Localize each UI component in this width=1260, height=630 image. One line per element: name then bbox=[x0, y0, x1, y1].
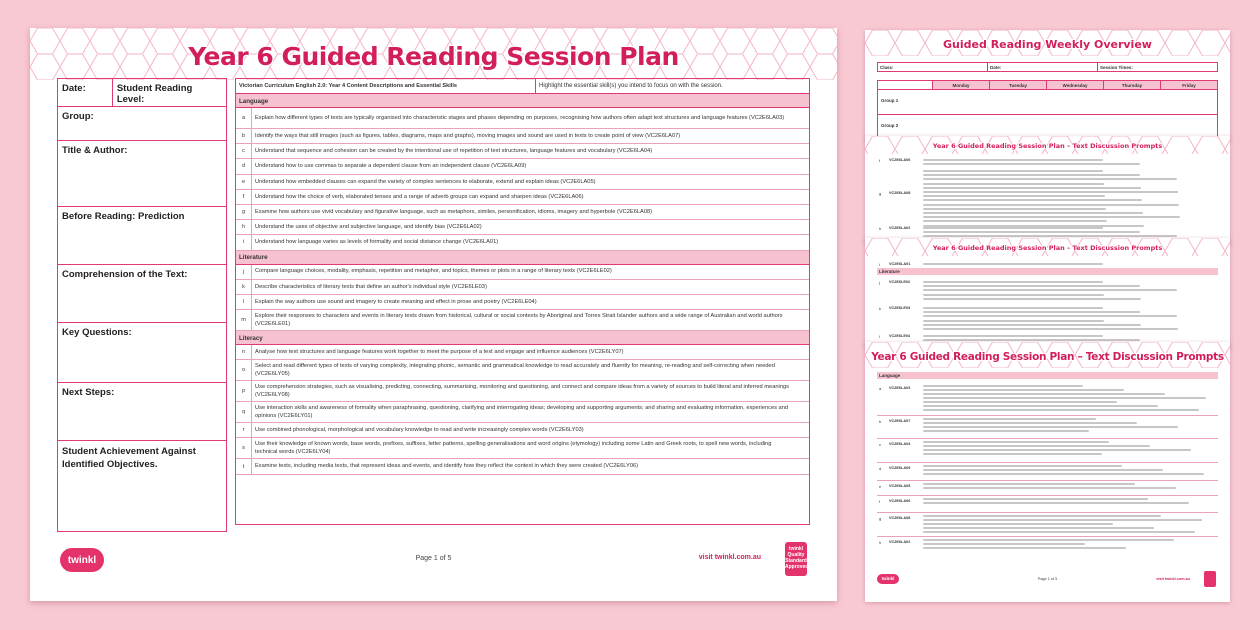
row-letter: a bbox=[879, 386, 882, 391]
row-divider bbox=[877, 415, 1218, 416]
prompt-line bbox=[923, 307, 1103, 309]
group-2-row: Group 2 bbox=[881, 123, 899, 128]
website-link[interactable]: visit twinkl.com.au bbox=[698, 554, 761, 561]
prompt-line bbox=[923, 393, 1165, 395]
prompt-line bbox=[923, 187, 1141, 189]
twinkl-logo: twinkl bbox=[60, 548, 104, 572]
row-code: VC2E6LE02 bbox=[889, 280, 911, 284]
skill-description: Analyse how text structures and language features work together to meet the purpose of a text and engage and influence audiences (VC2E6LY07) bbox=[255, 349, 624, 356]
session-details-column bbox=[57, 78, 227, 532]
prompt-line bbox=[923, 195, 1105, 197]
website-link[interactable]: visit twinkl.com.au bbox=[1156, 577, 1190, 581]
prompt-line bbox=[923, 409, 1199, 411]
row-letter: g bbox=[879, 191, 882, 196]
table-body bbox=[236, 94, 809, 475]
skill-row-p[interactable] bbox=[236, 381, 809, 402]
quality-badge-icon bbox=[1204, 571, 1216, 587]
prompt-line bbox=[923, 212, 1143, 214]
prompt-line bbox=[923, 335, 1103, 337]
prediction-field[interactable]: Before Reading: Prediction bbox=[58, 207, 226, 265]
skill-row-a[interactable] bbox=[236, 108, 809, 129]
prompt-line bbox=[923, 328, 1178, 330]
row-letter: g bbox=[879, 516, 882, 521]
prompt-line bbox=[923, 281, 1103, 283]
prompts-page-3 bbox=[865, 342, 1230, 602]
prompt-line bbox=[923, 389, 1124, 391]
row-letter: f bbox=[879, 158, 881, 163]
skill-description: Understand how the choice of verb, elaborated tenses and a range of adverb groups can expand and sharpen ideas (VC2E6LA06) bbox=[255, 193, 584, 200]
row-code: VC2E6LA02 bbox=[889, 540, 911, 544]
skill-description: Use combined phonological, morphological and vocabulary knowledge to read and write increasingly complex words (VC2E6LY03) bbox=[255, 427, 584, 434]
skill-description: Examine texts, including media texts, that represent ideas and events, and identify how they reflect the context in which they were created (VC2E6LY06) bbox=[255, 463, 639, 470]
section-header-literature: Literature bbox=[236, 251, 809, 265]
skill-description: Compare language choices, modality, emphasis, repetition and metaphor, and topics, themes or plots in a range of literary texts (VC2E6LE02) bbox=[255, 268, 612, 275]
skill-letter: a bbox=[236, 108, 252, 128]
row-divider bbox=[877, 480, 1218, 481]
prompt-line bbox=[923, 385, 1083, 387]
row-code: VC2E6LA09 bbox=[889, 466, 911, 470]
skill-description: Select and read different types of texts of varying complexity, integrating phonic, semantic and grammatical knowledge to read accurately and fluently for meaning, re-reading and self-correcting when needed (VC2E6LY05) bbox=[255, 362, 775, 378]
row-letter: e bbox=[879, 484, 882, 489]
page-title: Year 6 Guided Reading Session Plan bbox=[188, 42, 679, 71]
prompt-line bbox=[923, 220, 1107, 222]
skill-letter: g bbox=[236, 205, 252, 219]
days-row bbox=[878, 81, 1217, 90]
skill-row-c[interactable] bbox=[236, 144, 809, 159]
prompt-line bbox=[923, 547, 1126, 549]
quality-badge: twinkl Quality Standard Approved bbox=[785, 542, 807, 576]
prompt-line bbox=[923, 515, 1161, 517]
title-author-field[interactable]: Title & Author: bbox=[58, 141, 226, 207]
row-divider bbox=[877, 495, 1218, 496]
prompt-line bbox=[923, 208, 1106, 210]
page-number: Page 1 of 5 bbox=[415, 555, 452, 562]
prompt-line bbox=[923, 502, 1189, 504]
skill-row-j[interactable] bbox=[236, 265, 809, 280]
skill-row-q[interactable] bbox=[236, 402, 809, 423]
skill-letter: f bbox=[236, 190, 252, 204]
skill-letter: h bbox=[236, 220, 252, 234]
skill-letter: t bbox=[236, 459, 252, 473]
prompt-line bbox=[923, 523, 1113, 525]
skill-letter: m bbox=[236, 310, 252, 330]
prompt-line bbox=[923, 339, 1140, 341]
skill-letter: q bbox=[236, 402, 252, 422]
row-letter: d bbox=[879, 466, 882, 471]
prompt-line bbox=[923, 543, 1085, 545]
prompt-line bbox=[923, 163, 1140, 165]
row-letter: h bbox=[879, 226, 882, 231]
prompt-line bbox=[923, 483, 1135, 485]
row-code: VC2E6LA08 bbox=[889, 191, 911, 195]
date-row bbox=[58, 79, 226, 107]
skill-row-r[interactable] bbox=[236, 423, 809, 438]
row-letter: i bbox=[879, 262, 880, 267]
weekly-grid bbox=[877, 80, 1218, 140]
row-code: VC2E6LA06 bbox=[889, 499, 911, 503]
session-times-label: Session Times: bbox=[1100, 65, 1133, 70]
skill-description: Examine how authors use vivid vocabulary and figurative language, such as metaphors, similes, personification, idioms, imagery and hyperbole (VC2E6LA08) bbox=[255, 208, 653, 215]
skill-row-o[interactable] bbox=[236, 360, 809, 381]
achievement-field[interactable]: Student Achievement Against Identified Objectives. bbox=[62, 446, 196, 471]
skill-letter: n bbox=[236, 345, 252, 359]
weekly-title: Guided Reading Weekly Overview bbox=[943, 38, 1152, 51]
prompt-line bbox=[923, 405, 1158, 407]
curriculum-header: Victorian Curriculum English 2.0: Year 4 Content Descriptions and Essential Skills bbox=[236, 79, 536, 93]
prompt-line bbox=[923, 231, 1140, 233]
prompt-line bbox=[923, 183, 1104, 185]
prompts-1-title: Year 6 Guided Reading Session Plan – Text Discussion Prompts bbox=[932, 142, 1163, 150]
row-code: VC2E6LA02 bbox=[889, 226, 911, 230]
prompt-line bbox=[923, 174, 1140, 176]
prompt-line bbox=[923, 426, 1178, 428]
skill-description: Explore their responses to characters and events in literary texts drawn from historical, cultural or social contexts by Aboriginal and Torres Strait Islander authors and a wide range of Australian and world authors (VC2E6LE01) bbox=[255, 312, 783, 328]
row-letter: j bbox=[879, 280, 880, 285]
key-questions-field[interactable]: Key Questions: bbox=[58, 323, 226, 383]
row-code: VC2E6LA01 bbox=[889, 262, 911, 266]
prompts-2-title: Year 6 Guided Reading Session Plan – Text Discussion Prompts bbox=[932, 244, 1163, 252]
skill-row-l[interactable] bbox=[236, 295, 809, 310]
row-letter: h bbox=[879, 540, 882, 545]
prompt-line bbox=[923, 199, 1142, 201]
next-steps-field[interactable]: Next Steps: bbox=[58, 383, 226, 441]
day-monday: Monday bbox=[933, 81, 990, 89]
prompts-3-title: Year 6 Guided Reading Session Plan – Text Discussion Prompts bbox=[871, 351, 1224, 363]
row-divider bbox=[877, 462, 1218, 463]
row-letter: k bbox=[879, 306, 881, 311]
row-letter: c bbox=[879, 442, 881, 447]
prompt-line bbox=[923, 473, 1204, 475]
row-divider bbox=[877, 536, 1218, 537]
skill-row-s[interactable] bbox=[236, 438, 809, 459]
prompt-line bbox=[923, 441, 1109, 443]
prompts-page-2 bbox=[865, 238, 1230, 348]
comprehension-field[interactable]: Comprehension of the Text: bbox=[58, 265, 226, 323]
prompt-line bbox=[923, 311, 1140, 313]
prompt-line bbox=[923, 430, 1089, 432]
skill-row-m[interactable] bbox=[236, 310, 809, 331]
day-friday: Friday bbox=[1161, 81, 1217, 89]
row-letter: f bbox=[879, 499, 881, 504]
row-divider bbox=[877, 438, 1218, 439]
prompt-line bbox=[923, 324, 1141, 326]
date-label: Date: bbox=[58, 79, 113, 106]
prompt-line bbox=[923, 401, 1117, 403]
date-label: Date: bbox=[988, 63, 1098, 71]
group-1-row: Group 1 bbox=[878, 90, 1217, 115]
skill-description: Use their knowledge of known words, base words, prefixes, suffixes, letter patterns, spelling generalisations and word origins (etymology) including some Latin and Greek roots, to spell new words, including technical words (VC2E6LY04) bbox=[255, 441, 772, 456]
skill-row-d[interactable] bbox=[236, 159, 809, 174]
row-code: VC2E6LE04 bbox=[889, 334, 911, 338]
weekly-info-row bbox=[877, 62, 1218, 72]
skill-description: Understand how to use commas to separate a dependent clause from an independent clause (VC2E6LA09) bbox=[255, 163, 527, 170]
prompt-line bbox=[923, 204, 1179, 206]
day-thursday: Thursday bbox=[1104, 81, 1161, 89]
skill-letter: k bbox=[236, 280, 252, 294]
skill-letter: o bbox=[236, 360, 252, 380]
skill-row-t[interactable] bbox=[236, 459, 809, 474]
prompt-line bbox=[923, 227, 1103, 229]
row-letter: b bbox=[879, 419, 882, 424]
skill-letter: b bbox=[236, 129, 252, 143]
prompt-line bbox=[923, 531, 1195, 533]
class-label: Class: bbox=[878, 63, 988, 71]
reading-level-label: Student Reading Level: bbox=[116, 83, 193, 105]
row-code: VC2E6LE03 bbox=[889, 306, 911, 310]
skill-description: Understand that sequence and cohesion can be created by the intentional use of repetition of text structures, language features and vocabulary (VC2E6LA04) bbox=[255, 148, 653, 155]
day-wednesday: Wednesday bbox=[1047, 81, 1104, 89]
skill-row-i[interactable] bbox=[236, 235, 809, 250]
row-code: VC2E6LA05 bbox=[889, 484, 911, 488]
skill-letter: c bbox=[236, 144, 252, 158]
row-code: VC2E6LA04 bbox=[889, 442, 911, 446]
prompt-line bbox=[923, 315, 1177, 317]
row-code: VC2E6LA07 bbox=[889, 419, 911, 423]
prompt-line bbox=[923, 469, 1163, 471]
skill-description: Describe characteristics of literary texts that define an author's individual style (VC2E6LE03) bbox=[255, 283, 487, 290]
prompt-line bbox=[923, 285, 1140, 287]
prompt-line bbox=[923, 422, 1137, 424]
skill-letter: l bbox=[236, 295, 252, 309]
prompts-page-1 bbox=[865, 136, 1230, 244]
prompt-line bbox=[923, 397, 1206, 399]
prompt-line bbox=[923, 263, 1103, 265]
prompt-line bbox=[923, 519, 1202, 521]
prompt-line bbox=[923, 298, 1141, 300]
skill-row-e[interactable] bbox=[236, 175, 809, 190]
row-code: VC2E6LA06 bbox=[889, 158, 911, 162]
skill-description: Understand how language varies as levels of formality and social distance change (VC2E6LA01) bbox=[255, 239, 499, 246]
skill-letter: j bbox=[236, 265, 252, 279]
prompt-line bbox=[923, 320, 1104, 322]
skill-row-b[interactable] bbox=[236, 129, 809, 144]
skill-letter: s bbox=[236, 438, 252, 458]
prompt-line bbox=[923, 498, 1148, 500]
prompt-line bbox=[923, 487, 1176, 489]
prompt-line bbox=[923, 465, 1122, 467]
skill-description: Explain the way authors use sound and imagery to create meaning and effect in prose and poetry (VC2E6LE04) bbox=[255, 298, 537, 305]
page-number: Page 1 of 5 bbox=[1037, 577, 1058, 581]
curriculum-table bbox=[235, 78, 810, 525]
prompt-line bbox=[923, 453, 1102, 455]
table-header bbox=[236, 79, 809, 94]
prompt-line bbox=[923, 159, 1103, 161]
twinkl-logo: twinkl bbox=[877, 574, 899, 584]
row-divider bbox=[877, 512, 1218, 513]
prompt-line bbox=[923, 216, 1180, 218]
row-code: VC2E6LA08 bbox=[889, 516, 911, 520]
row-code: VC2E6LA03 bbox=[889, 386, 911, 390]
skill-description: Understand the uses of objective and subjective language, and identify bias (VC2E6LA02) bbox=[255, 224, 482, 231]
skill-letter: r bbox=[236, 423, 252, 437]
skill-letter: e bbox=[236, 175, 252, 189]
prompt-line bbox=[923, 191, 1178, 193]
prompt-line bbox=[923, 289, 1177, 291]
literature-section: Literature bbox=[877, 268, 1218, 275]
prompt-line bbox=[923, 235, 1177, 237]
skill-row-g[interactable] bbox=[236, 205, 809, 220]
prompt-line bbox=[923, 294, 1104, 296]
prompt-line bbox=[923, 539, 1174, 541]
skill-row-f[interactable] bbox=[236, 190, 809, 205]
skill-description: Understand how embedded clauses can expand the variety of complex sentences to elaborate, extend and explain ideas (VC2E6LA05) bbox=[255, 178, 596, 185]
skill-description: Explain how different types of texts are typically organised into characteristic stages and phases depending on purposes, recognising how authors often adapt text structures and language features (VC2E6LA03) bbox=[255, 114, 785, 121]
session-plan-page bbox=[30, 28, 837, 601]
row-letter: l bbox=[879, 334, 880, 339]
group-field[interactable]: Group: bbox=[58, 107, 226, 141]
section-header-literacy: Literacy bbox=[236, 331, 809, 345]
skill-letter: d bbox=[236, 159, 252, 173]
prompt-line bbox=[923, 445, 1150, 447]
prompt-line bbox=[923, 449, 1191, 451]
skill-description: Use comprehension strategies, such as visualising, predicting, connecting, summarising, monitoring and questioning, and connect and compare ideas from a variety of sources to build literal and inferred meanings (VC2E6LY08) bbox=[255, 383, 789, 399]
prompt-line bbox=[923, 527, 1154, 529]
skill-description: Use interaction skills and awareness of formality when paraphrasing, questioning, clarifying and interrogating ideas; developing and supporting arguments; and sharing and evaluating information, experiences and opinions (VC2E6LY01) bbox=[255, 404, 789, 420]
day-tuesday: Tuesday bbox=[990, 81, 1047, 89]
instruction-header: Highlight the essential skill(s) you intend to focus on with the session. bbox=[539, 83, 723, 89]
prompt-line bbox=[923, 170, 1103, 172]
skill-letter: p bbox=[236, 381, 252, 401]
skill-description: Identify the ways that still images (such as figures, tables, diagrams, maps and graphs), moving images and sound are used in texts to create point of view (VC2E6LA07) bbox=[255, 132, 681, 139]
prompt-line bbox=[923, 178, 1177, 180]
language-section: Language bbox=[877, 372, 1218, 379]
skill-letter: i bbox=[236, 235, 252, 249]
weekly-overview-page bbox=[865, 30, 1230, 140]
prompt-line bbox=[923, 418, 1096, 420]
skill-row-k[interactable] bbox=[236, 280, 809, 295]
section-header-language: Language bbox=[236, 94, 809, 108]
skill-row-h[interactable] bbox=[236, 220, 809, 235]
skill-row-n[interactable] bbox=[236, 345, 809, 360]
